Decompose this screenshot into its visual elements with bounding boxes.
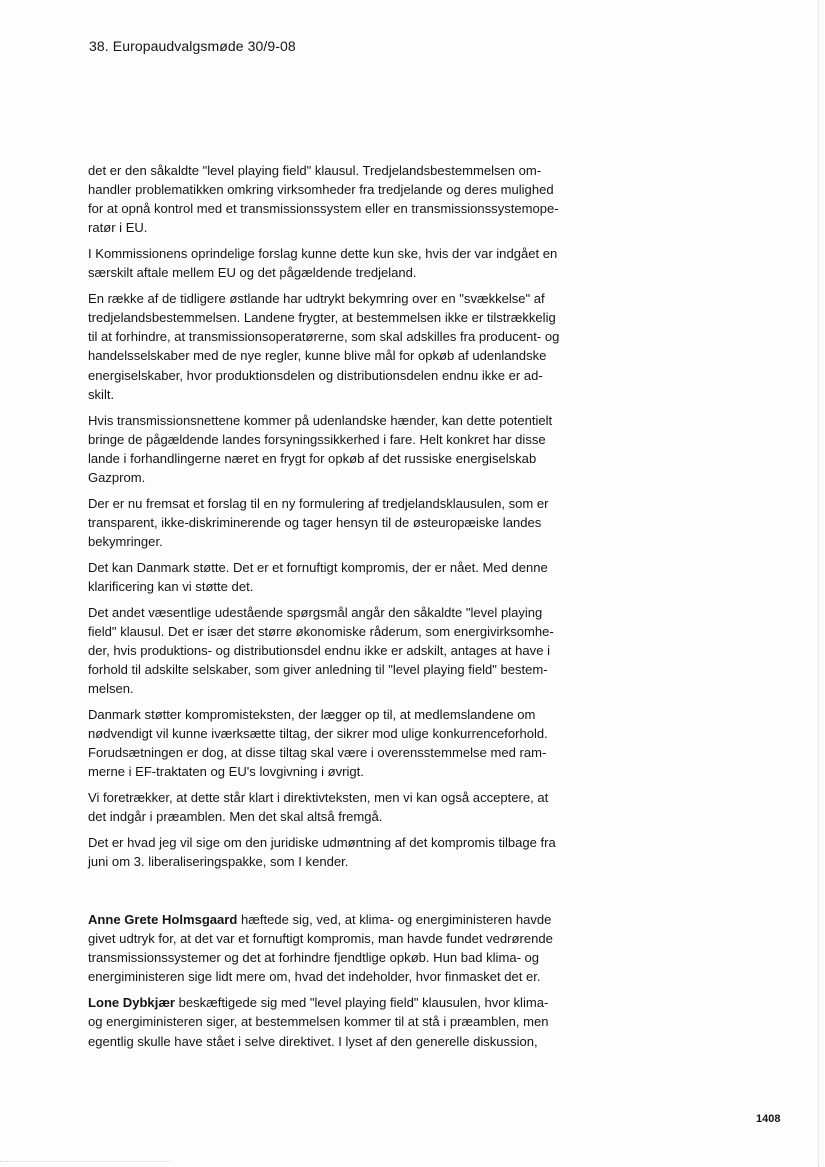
document-body [88, 161, 588, 1057]
text-line: Gazprom. [88, 469, 146, 485]
text-line: der, hvis produktions- og distributionsdel endnu ikke er adskilt, antages at have i [88, 642, 550, 658]
scan-bottom-mark [0, 1160, 170, 1162]
text-line: forhold til adskilte selskaber, som giver anledning til "level playing field" bestem- [88, 662, 548, 678]
page-header: 38. Europaudvalgsmøde 30/9-08 [89, 38, 296, 54]
paragraph [88, 161, 588, 237]
text-line: I Kommissionens oprindelige forslag kunne dette kun ske, hvis der var indgået en [88, 246, 558, 262]
speaker-name: Anne Grete Holmsgaard [88, 912, 238, 928]
paragraph [88, 244, 588, 282]
paragraph [88, 603, 588, 698]
text-line: Danmark støtter kompromisteksten, der lægger op til, at medlemslandene om [88, 707, 536, 723]
text-line: givet udtryk for, at det var et fornuftigt kompromis, man havde fundet vedrørende [88, 931, 553, 947]
text-line: Der er nu fremsat et forslag til en ny formulering af tredjelandsklausulen, som er [88, 495, 549, 511]
text-line: skilt. [88, 386, 115, 402]
paragraph [88, 833, 588, 871]
section-spacer [88, 878, 588, 910]
speaker-name: Lone Dybkjær [88, 995, 175, 1011]
text-line: til at forhindre, at transmissionsoperatørerne, som skal adskilles fra producent- og [88, 329, 560, 345]
text-line: for at opnå kontrol med et transmissionssystem eller en transmissionssystemope- [88, 201, 559, 217]
text-line: tredjelandsbestemmelsen. Landene frygter, at bestemmelsen ikke er tilstrækkelig [88, 310, 556, 326]
text-line: nødvendigt vil kunne iværksætte tiltag, der sikrer mod ulige konkurrenceforhold. [88, 726, 548, 742]
text-line [88, 910, 588, 929]
paragraph [88, 788, 588, 826]
text-line: energiministeren sige lidt mere om, hvad det indeholder, hvor finmasket det er. [88, 969, 541, 985]
text-line: Vi foretrækker, at dette står klart i direktivteksten, men vi kan også acceptere, at [88, 790, 549, 806]
text-line: Forudsætningen er dog, at disse tiltag skal være i overensstemmelse med ram- [88, 745, 547, 761]
text-line: transparent, ikke-diskriminerende og tager hensyn til de østeuropæiske landes [88, 514, 542, 530]
paragraph [88, 558, 588, 596]
paragraph-group [88, 161, 588, 871]
scan-edge-mark [817, 0, 819, 1167]
speaker-paragraph [88, 910, 588, 986]
text-line: og energiministeren siger, at bestemmelsen kommer til at stå i præamblen, men [88, 1014, 549, 1030]
text-line: handler problematikken omkring virksomheder fra tredjelande og deres mulighed [88, 182, 554, 198]
text-line: field" klausul. Det er især det større økonomiske råderum, som energivirksomhe- [88, 623, 554, 639]
paragraph [88, 494, 588, 551]
text-line: Det kan Danmark støtte. Det er et fornuftigt kompromis, der er nået. Med denne [88, 559, 548, 575]
text-line: lande i forhandlingerne næret en frygt for opkøb af det russiske energiselskab [88, 450, 537, 466]
text-line: handelsselskaber med de nye regler, kunne blive mål for opkøb af udenlandske [88, 348, 547, 364]
paragraph [88, 289, 588, 404]
text-line: Det andet væsentlige udestående spørgsmål angår den såkaldte "level playing [88, 604, 543, 620]
paragraph [88, 411, 588, 487]
page-number: 1408 [756, 1113, 781, 1125]
text-line: særskilt aftale mellem EU og det pågældende tredjeland. [88, 265, 417, 281]
speaker-paragraph-group [88, 910, 588, 1050]
text-line: Det er hvad jeg vil sige om den juridiske udmøntning af det kompromis tilbage fra [88, 835, 556, 851]
text-line: En række af de tidligere østlande har udtrykt bekymring over en "svækkelse" af [88, 291, 545, 307]
paragraph [88, 705, 588, 781]
text-line: ratør i EU. [88, 220, 148, 236]
text-line: transmissionssystemer og det at forhindre fjendtlige opkøb. Hun bad klima- og [88, 950, 540, 966]
text-line: det indgår i præamblen. Men det skal altså fremgå. [88, 809, 383, 825]
speaker-paragraph [88, 993, 588, 1050]
text-line: klarificering kan vi støtte det. [88, 578, 254, 594]
text-line [88, 993, 588, 1012]
text-line: bringe de pågældende landes forsyningssikkerhed i fare. Helt konkret har disse [88, 431, 546, 447]
text-line: merne i EF-traktaten og EU's lovgivning i øvrigt. [88, 764, 364, 780]
text-line: juni om 3. liberaliseringspakke, som I kender. [88, 854, 349, 870]
text-line: det er den såkaldte "level playing field" klausul. Tredjelandsbestemmelsen om- [88, 163, 542, 178]
text-line: melsen. [88, 681, 134, 697]
speaker-statement: beskæftigede sig med "level playing field" klausulen, hvor klima- [175, 995, 549, 1011]
text-line: energiselskaber, hvor produktionsdelen og distributionsdelen endnu ikke er ad- [88, 367, 543, 383]
text-line: egentlig skulle have stået i selve direktivet. I lyset af den generelle diskussion, [88, 1033, 538, 1049]
speaker-statement: hæftede sig, ved, at klima- og energiministeren havde [237, 912, 552, 928]
text-line: Hvis transmissionsnettene kommer på udenlandske hænder, kan dette potentielt [88, 412, 553, 428]
text-line: bekymringer. [88, 533, 163, 549]
